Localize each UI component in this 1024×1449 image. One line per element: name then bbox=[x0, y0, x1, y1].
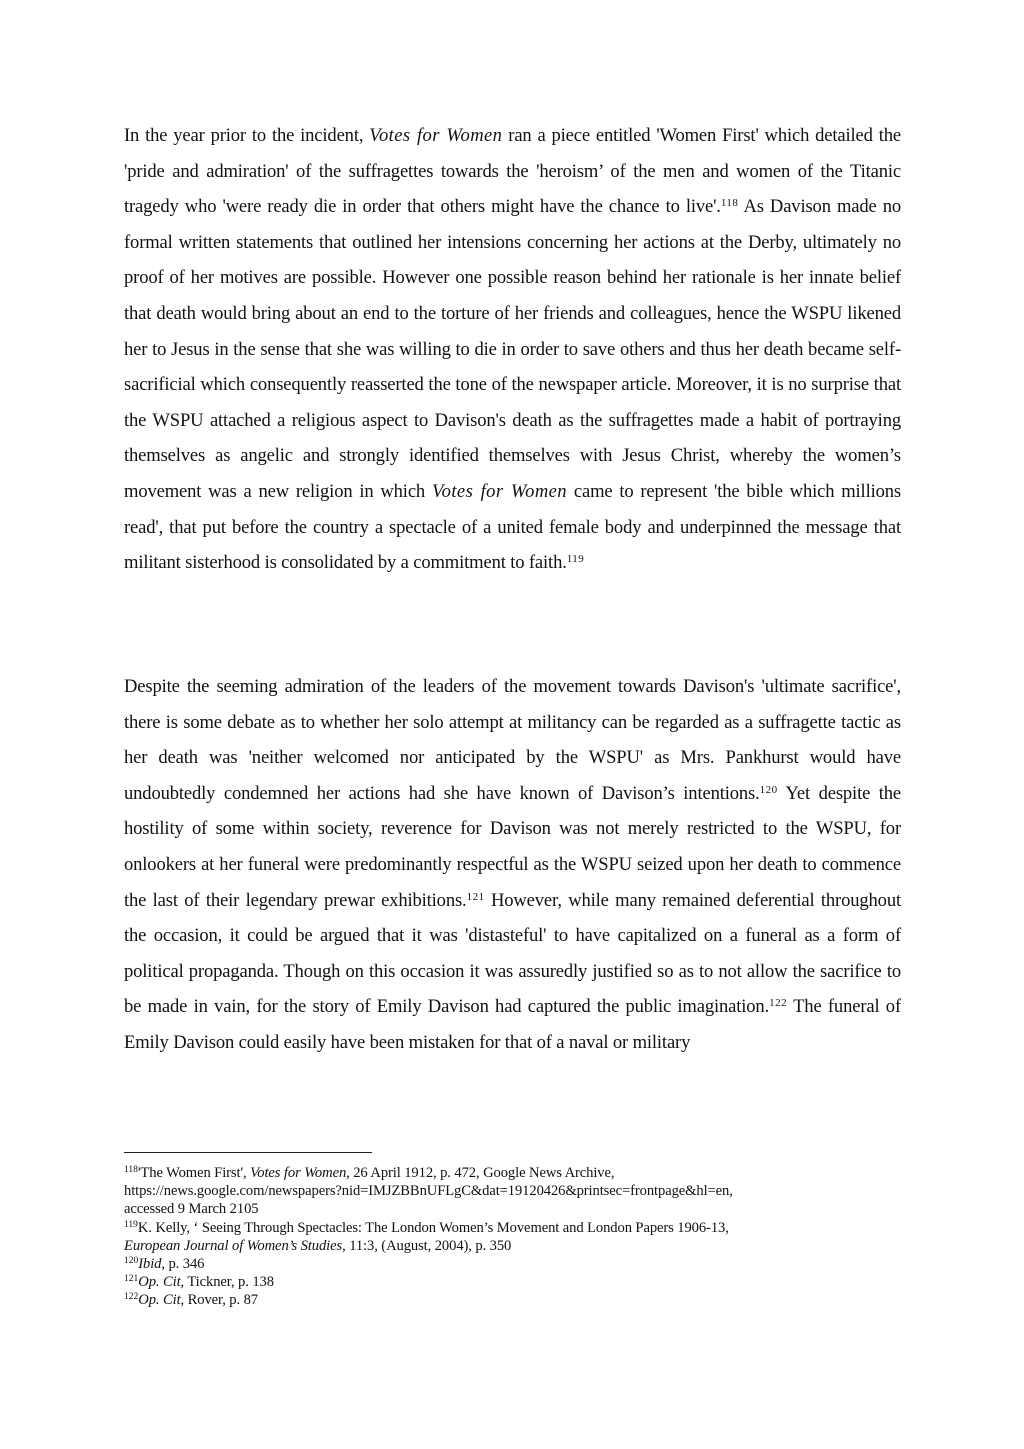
body-paragraph-2-footnote-ref: 121 bbox=[466, 890, 485, 903]
footnote-119-line-1-footnote-ref: 119 bbox=[124, 1219, 138, 1230]
body-paragraph-1-italic-text: Votes for Women bbox=[431, 480, 567, 502]
body-paragraph-1-text: ran a piece entitled 'Women First' which detailed the 'pride and admiration' of the suffragettes towards the 'heroism’ of the men and women of the Titanic tragedy who 'were ready die in order that others might have the chance to live'. bbox=[124, 125, 901, 218]
footnote-119-line-1-text: K. Kelly, ‘ Seeing Through Spectacles: The London Women’s Movement and London Papers 1906-13, bbox=[137, 1219, 729, 1236]
body-paragraph-2-footnote-ref: 122 bbox=[769, 997, 788, 1010]
footnote-121-italic-text: Op. Cit bbox=[138, 1274, 181, 1291]
body-paragraph-1-italic-text: Votes for Women bbox=[369, 125, 503, 146]
footnotes bbox=[124, 1164, 901, 1310]
footnote-121-text: , Tickner, p. 138 bbox=[180, 1274, 274, 1291]
footnote-118-line-1-text: , 26 April 1912, p. 472, Google News Archive, bbox=[346, 1165, 615, 1181]
body-paragraph-2-text: However, while many remained deferential throughout the occasion, it could be argued that it was 'distasteful' to have capitalized on a funeral as a form of political propaganda. Though on this occasion it was assuredly justified so as to not allow the sacrifice to be made in vain, for the story of Emily Davison had captured the public imagination. bbox=[124, 889, 901, 1018]
footnote-121 bbox=[124, 1273, 901, 1291]
body-paragraph-1-footnote-ref: 118 bbox=[720, 197, 739, 210]
footnote-122 bbox=[124, 1291, 901, 1309]
footnote-118-line-1-italic-text: Votes for Women bbox=[250, 1165, 347, 1181]
footnote-120-footnote-ref: 120 bbox=[124, 1256, 139, 1267]
footnote-118-line-3 bbox=[124, 1200, 901, 1218]
footnote-120 bbox=[124, 1255, 901, 1273]
footnote-120-text: , p. 346 bbox=[161, 1256, 205, 1273]
body-paragraph-2-text: The funeral of Emily Davison could easily have been mistaken for that of a naval or military bbox=[124, 996, 901, 1053]
footnote-120-italic-text: Ibid bbox=[138, 1256, 162, 1273]
document-page bbox=[124, 0, 901, 1449]
footnote-118-line-2-text: https://news.google.com/newspapers?nid=IMJZBBnUFLgC&dat=19120426&printsec=frontpage&hl=en, bbox=[124, 1183, 733, 1200]
footnote-122-italic-text: Op. Cit bbox=[138, 1292, 181, 1309]
footnote-119-line-2 bbox=[124, 1237, 901, 1255]
body-paragraph-1-text: In the year prior to the incident, bbox=[124, 125, 370, 146]
body-paragraph-1-footnote-ref: 119 bbox=[566, 553, 585, 566]
body-paragraph-2-text: Despite the seeming admiration of the leaders of the movement towards Davison's 'ultimate sacrifice', there is some debate as to whether her solo attempt at militancy can be regarded as a suffragette tactic as her death was 'neither welcomed nor anticipated by the WSPU' as Mrs. Pankhurst would have undoubtedly condemned her actions had she have known of Davison’s intentions. bbox=[124, 676, 901, 804]
footnote-118-line-2 bbox=[124, 1182, 901, 1200]
footnote-118-line-1 bbox=[124, 1164, 901, 1182]
footnote-119-line-2-text: , 11:3, (August, 2004), p. 350 bbox=[342, 1237, 512, 1254]
body-paragraph-2-text: Yet despite the hostility of some within society, reverence for Davison was not merely restricted to the WSPU, for onlookers at her funeral were predominantly respectful as the WSPU seized upon her death to commence the last of their legendary prewar exhibitions. bbox=[124, 782, 901, 911]
footnote-122-text: , Rover, p. 87 bbox=[180, 1292, 258, 1309]
footnote-122-footnote-ref: 122 bbox=[124, 1292, 139, 1303]
footnote-118-line-1-footnote-ref: 118 bbox=[124, 1165, 138, 1175]
footnote-118-line-1-text: 'The Women First', bbox=[137, 1165, 251, 1181]
body-paragraph-1-text: As Davison made no formal written statements that outlined her intensions concerning her actions at the Derby, ultimately no proof of her motives are possible. However one possible reason behind her rationale is her innate belief that death would bring about an end to the torture of her friends and colleagues, hence the WSPU likened her to Jesus in the sense that she was willing to die in order to save others and thus her death became self-sacrificial which consequently reasserted the tone of the newspaper article. Moreover, it is no surprise that the WSPU attached a religious aspect to Davison's death as the suffragettes made a habit of portraying themselves as angelic and strongly identified themselves with Jesus Christ, whereby the women’s movement was a new religion in which bbox=[124, 196, 901, 502]
footnote-119-line-2-italic-text: European Journal of Women’s Studies bbox=[124, 1237, 343, 1254]
footnote-121-footnote-ref: 121 bbox=[124, 1274, 139, 1285]
footnote-119-line-1 bbox=[124, 1219, 901, 1237]
body-paragraph-1-text: came to represent 'the bible which millions read', that put before the country a spectacle of a united female body and underpinned the message that militant sisterhood is consolidated by a commitment to faith. bbox=[124, 480, 901, 574]
body-paragraph-2-footnote-ref: 120 bbox=[759, 783, 778, 796]
footnote-separator bbox=[124, 1152, 372, 1153]
body-paragraph-1 bbox=[124, 118, 901, 581]
body-paragraph-2 bbox=[124, 669, 901, 1061]
footnote-118-line-3-text: accessed 9 March 2105 bbox=[124, 1201, 259, 1218]
